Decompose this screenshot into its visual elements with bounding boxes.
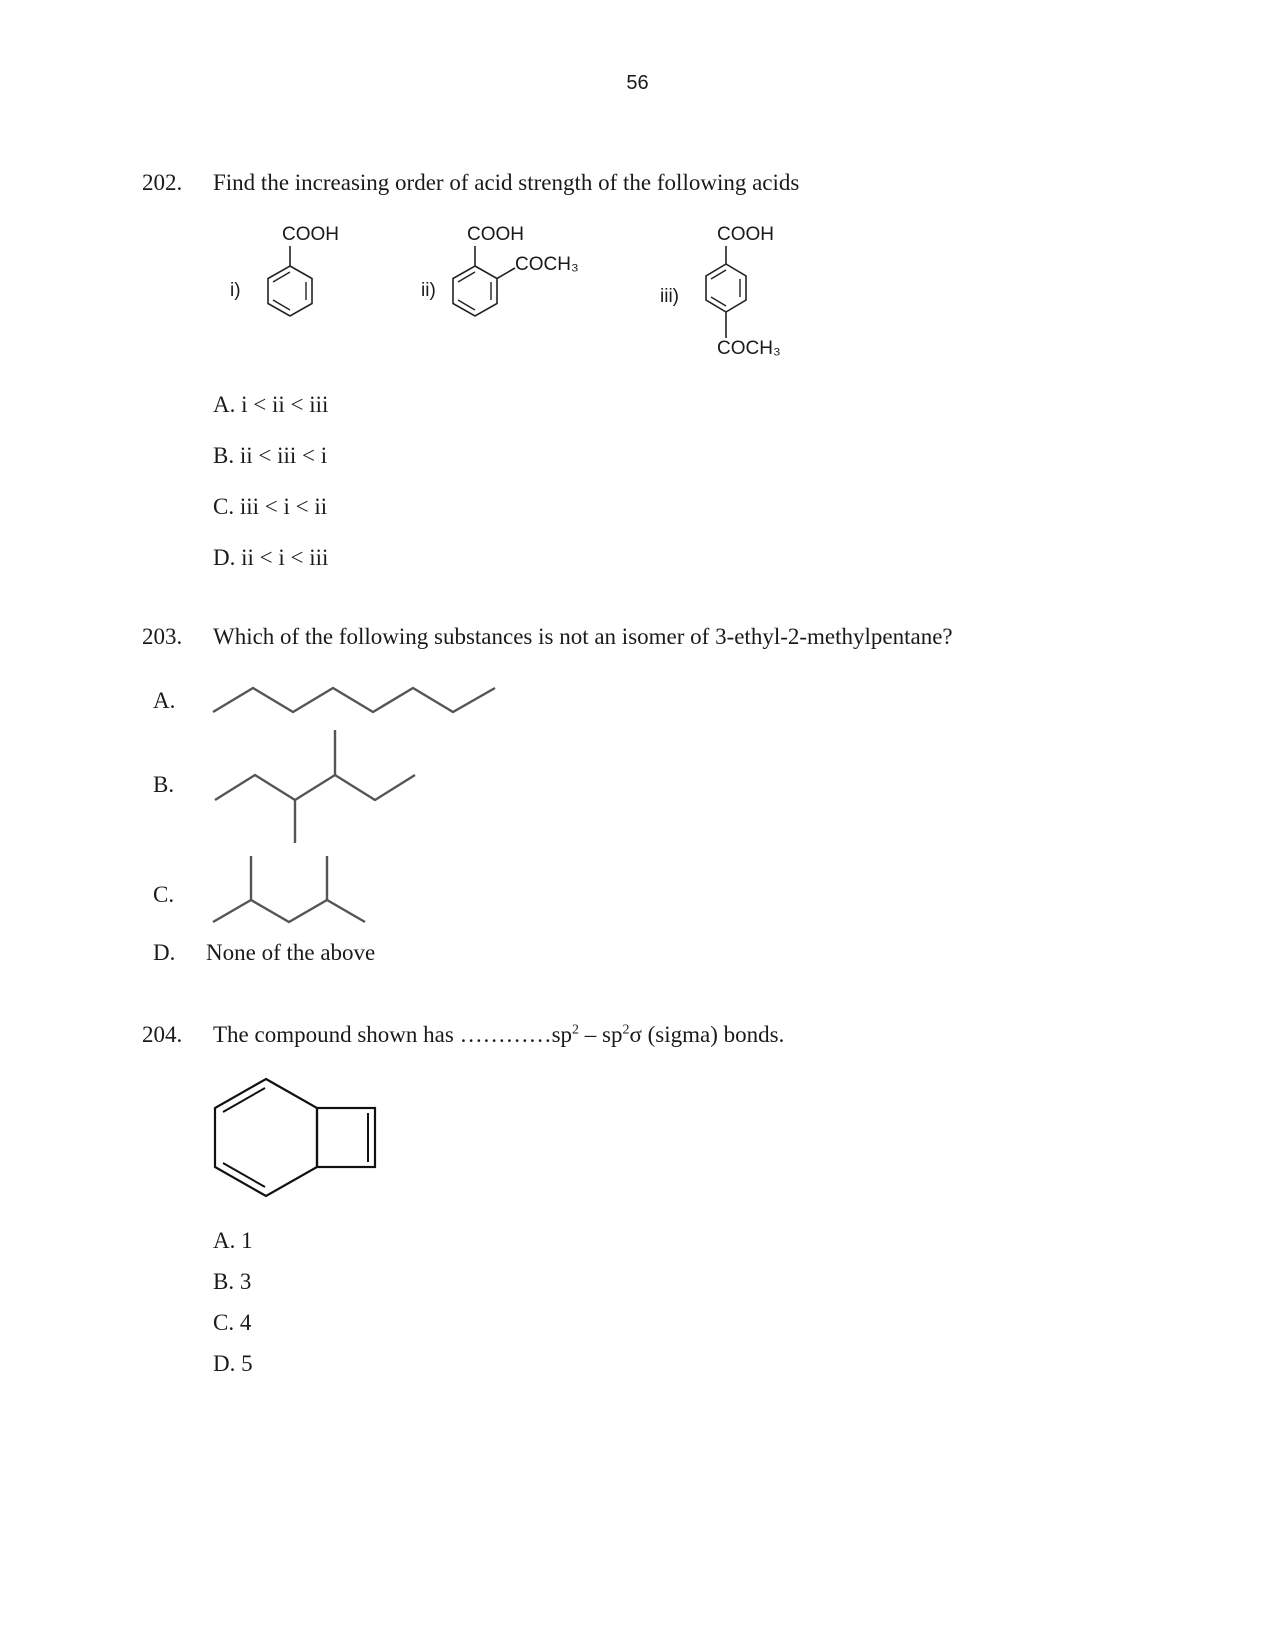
q203-text: Which of the following substances is not an isomer of 3-ethyl-2-methylpentane?	[213, 624, 953, 649]
branched-alkane-b-skeletal-structure	[210, 725, 430, 850]
structure-i-top-group: COOH	[282, 224, 339, 245]
para-acetylbenzoic-acid-structure	[696, 246, 756, 340]
structure-ii-side-group: COCH₃	[515, 254, 579, 275]
q203-option-b-letter: B.	[153, 772, 175, 797]
q203-option-a-letter: A.	[153, 688, 176, 713]
q203-option-d-letter: D.	[153, 940, 176, 965]
q203-number: 203.	[142, 624, 183, 649]
q204-number: 204.	[142, 1022, 183, 1047]
structure-ii-top-group: COOH	[467, 224, 524, 245]
heptane-skeletal-structure	[210, 680, 500, 720]
q202-option-b: B. ii < iii < i	[213, 443, 328, 468]
q204-option-b: B. 3	[213, 1269, 252, 1294]
q203-option-c-letter: C.	[153, 882, 175, 907]
q204-text: The compound shown has $\dots\dots\dots\dots sp^2 - sp^2\sigma$ (sigma) bonds.	[213, 1022, 785, 1047]
q204-option-d: D. 5	[213, 1351, 253, 1376]
structure-iii-bottom-group: COCH₃	[717, 338, 781, 359]
structure-i-label: i)	[230, 280, 241, 301]
q204-option-a: A. 1	[213, 1228, 253, 1253]
q204-option-c: C. 4	[213, 1310, 252, 1335]
page-number: 56	[626, 72, 649, 94]
structure-iii-top-group: COOH	[717, 224, 774, 245]
branched-alkane-c-skeletal-structure	[210, 852, 370, 927]
q202-text: Find the increasing order of acid strength of the following acids	[213, 170, 800, 195]
q202-option-c: C. iii < i < ii	[213, 494, 328, 519]
q202-option-a: A. i < ii < iii	[213, 392, 329, 417]
benzoic-acid-structure	[260, 246, 320, 326]
ortho-acetylbenzoic-acid-structure	[445, 246, 525, 326]
structure-ii-label: ii)	[421, 280, 436, 301]
structure-iii-label: iii)	[660, 286, 679, 307]
q202-option-d: D. ii < i < iii	[213, 545, 329, 570]
bicyclooctatetraene-structure	[210, 1075, 382, 1203]
q202-number: 202.	[142, 170, 183, 195]
q203-option-d-text: None of the above	[206, 940, 376, 965]
